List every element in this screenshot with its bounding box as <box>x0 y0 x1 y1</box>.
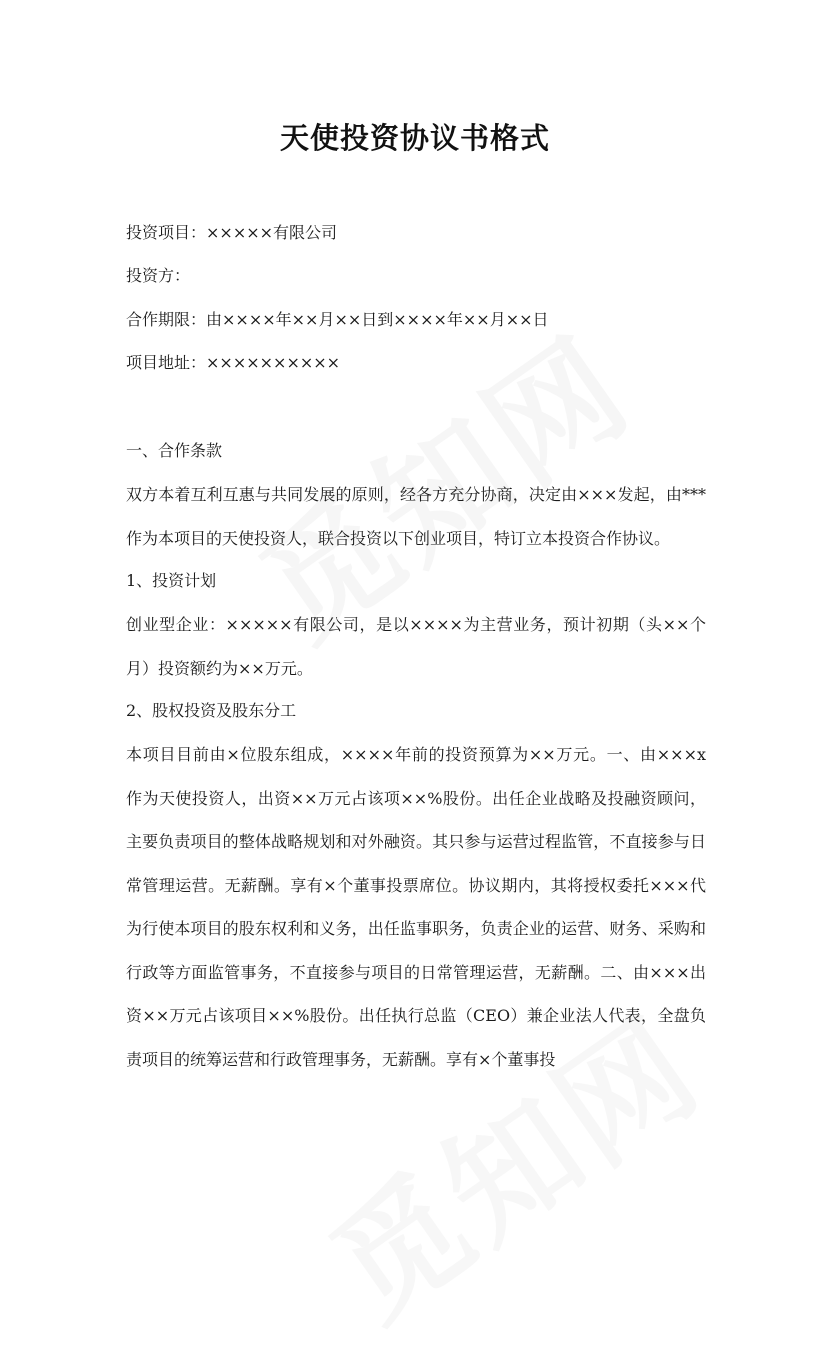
investment-plan-paragraph: 创业型企业：×××××有限公司，是以××××为主营业务，预计初期（头××个月）投资额约为××万元。 <box>126 615 706 678</box>
field-value: ×××××有限公司 <box>206 223 338 242</box>
field-project-address <box>126 352 340 374</box>
field-label: 投资方： <box>126 266 191 285</box>
field-investment-project <box>126 222 337 244</box>
field-label: 投资项目： <box>126 223 207 242</box>
field-value: ×××××××××× <box>206 353 341 372</box>
section-heading-cooperation-terms: 一、合作条款 <box>126 441 223 460</box>
field-label: 项目地址： <box>126 353 207 372</box>
field-value: 由××××年××月××日到××××年××月××日 <box>206 310 549 329</box>
field-investor <box>126 265 190 287</box>
intro-paragraph: 双方本着互利互惠与共同发展的原则，经各方充分协商，决定由×××发起，由***作为本项目的天使投资人，联合投资以下创业项目，特订立本投资合作协议。 <box>126 485 706 548</box>
subheading-equity-division: 2、股权投资及股东分工 <box>126 701 297 720</box>
document-title: 天使投资协议书格式 <box>279 121 550 155</box>
field-label: 合作期限： <box>126 310 207 329</box>
subheading-investment-plan: 1、投资计划 <box>126 571 217 590</box>
equity-division-paragraph: 本项目目前由×位股东组成，××××年前的投资预算为××万元。一、由×××x 作为天使投资人，出资××万元占该项××%股份。出任企业战略及投融资顾问，主要负责项目的整体战略规划和对外融资。其只参与运营过程监管，不直接参与日常管理运营。无薪酬。享有×个董事投票席位。协议期内，其将授权委托×××代为行使本项目的股东权利和义务，出任监事职务，负责企业的运营、财务、采购和行政等方面监管事务，不直接参与项目的日常管理运营，无薪酬。二、由×××出资××万元占该项目××%股份。出任执行总监（CEO）兼企业法人代表，全盘负责项目的统筹运营和行政管理事务，无薪酬。享有×个董事投 <box>126 745 706 1069</box>
field-cooperation-period <box>126 309 549 331</box>
